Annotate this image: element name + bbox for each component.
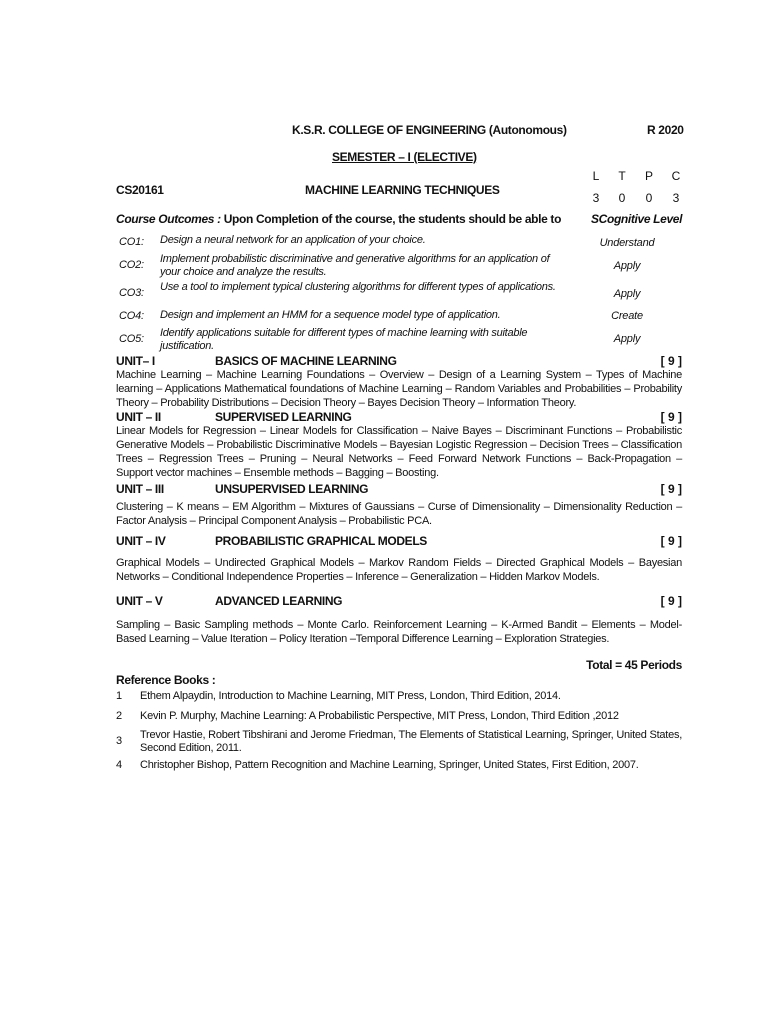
ltpc-value-l: 3 — [592, 191, 600, 205]
reference-item: Ethem Alpaydin, Introduction to Machine Learning, MIT Press, London, Third Edition, 2014. — [140, 690, 561, 702]
course-outcomes-intro — [116, 212, 561, 226]
reference-number: 3 — [116, 735, 123, 747]
outcome-code: CO1: — [119, 236, 144, 248]
ltpc-value-t: 0 — [618, 191, 626, 205]
total-periods: Total = 45 Periods — [586, 658, 682, 672]
outcome-code: CO5: — [119, 333, 144, 345]
reference-item: Trevor Hastie, Robert Tibshirani and Jerome Friedman, The Elements of Statistical Learning, Springer, United States, Second Edition, 2011. — [140, 729, 682, 754]
reference-books-heading: Reference Books : — [116, 673, 216, 687]
cognitive-level-heading: SCognitive Level — [591, 212, 683, 226]
outcome-level: Create — [611, 310, 643, 322]
unit-title: ADVANCED LEARNING — [215, 594, 343, 608]
unit-number: UNIT– I — [116, 354, 155, 368]
course-code: CS20161 — [116, 183, 164, 197]
reference-number: 4 — [116, 759, 123, 771]
unit-hours: [ 9 ] — [660, 594, 682, 608]
course-outcomes-intro-text: Upon Completion of the course, the students should be able to — [220, 212, 562, 226]
reference-item: Kevin P. Murphy, Machine Learning: A Probabilistic Perspective, MIT Press, London, Third Edition ,2012 — [140, 710, 619, 722]
outcome-description: Use a tool to implement typical clustering algorithms for different types of applications. — [160, 281, 556, 293]
ltpc-value-p: 0 — [645, 191, 653, 205]
unit-number: UNIT – IV — [116, 534, 166, 548]
unit-hours: [ 9 ] — [660, 482, 682, 496]
reference-number: 1 — [116, 690, 123, 702]
unit-title: BASICS OF MACHINE LEARNING — [215, 354, 397, 368]
course-outcomes-label: Course Outcomes : — [116, 212, 221, 226]
unit-title: PROBABILISTIC GRAPHICAL MODELS — [215, 534, 427, 548]
regulation-code: R 2020 — [647, 123, 684, 137]
unit-number: UNIT – II — [116, 410, 161, 424]
ltpc-value-c: 3 — [672, 191, 680, 205]
outcome-description: Implement probabilistic discriminative and generative algorithms for an application of your choice and analyze the results. — [160, 253, 550, 278]
unit-content: Sampling – Basic Sampling methods – Monte Carlo. Reinforcement Learning – K-Armed Bandit – Elements – Model-Based Learning – Value Iteration – Policy Iteration –Temporal Difference Learning – Exploration Strategies. — [116, 619, 682, 645]
ltpc-label-t: T — [618, 169, 626, 183]
unit-number: UNIT – III — [116, 482, 164, 496]
unit-content: Machine Learning – Machine Learning Foundations – Overview – Design of a Learning System – Types of Machine learning – Applications Mathematical foundations of Machine Learning – Random Variables and Probabilities – Probability Theory – Probability Distributions – Decision Theory – Bayes Decision Theory – Information Theory. — [116, 369, 682, 409]
outcome-description: Design and implement an HMM for a sequence model type of application. — [160, 309, 501, 321]
ltpc-label-p: P — [644, 169, 653, 183]
ltpc-label-c: C — [671, 169, 681, 183]
outcome-level: Apply — [613, 260, 641, 272]
outcome-code: CO2: — [119, 259, 144, 271]
outcome-code: CO4: — [119, 310, 144, 322]
unit-hours: [ 9 ] — [660, 410, 682, 424]
outcome-level: Apply — [613, 333, 641, 345]
reference-number: 2 — [116, 710, 123, 722]
ltpc-label-l: L — [592, 169, 600, 183]
reference-item: Christopher Bishop, Pattern Recognition and Machine Learning, Springer, United States, First Edition, 2007. — [140, 759, 639, 771]
unit-title: UNSUPERVISED LEARNING — [215, 482, 369, 496]
college-name: K.S.R. COLLEGE OF ENGINEERING (Autonomous) — [292, 123, 567, 137]
outcome-level: Apply — [613, 288, 641, 300]
outcome-level: Understand — [599, 237, 655, 249]
unit-hours: [ 9 ] — [660, 534, 682, 548]
outcome-description: Design a neural network for an application of your choice. — [160, 234, 426, 246]
unit-content: Clustering – K means – EM Algorithm – Mixtures of Gaussians – Curse of Dimensionality – Dimensionality Reduction – Factor Analysis – Principal Component Analysis – Probabilistic PCA. — [116, 501, 682, 527]
unit-hours: [ 9 ] — [660, 354, 682, 368]
outcome-description: Identify applications suitable for different types of machine learning with suitable justification. — [160, 327, 528, 352]
unit-title: SUPERVISED LEARNING — [215, 410, 352, 424]
semester-heading: SEMESTER – I (ELECTIVE) — [332, 150, 477, 164]
unit-content: Linear Models for Regression – Linear Models for Classification – Naive Bayes – Discriminant Functions – Probabilistic Generative Models – Probabilistic Discriminative Models – Bayesian Logistic Regression – Decision Trees – Classification Trees – Regression Trees – Pruning – Neural Networks – Feed Forward Network Functions – Back-Propagation – Support vector machines – Ensemble methods – Bagging – Boosting. — [116, 425, 682, 479]
outcome-code: CO3: — [119, 287, 144, 299]
unit-content: Graphical Models – Undirected Graphical Models – Markov Random Fields – Directed Graphical Models – Bayesian Networks – Conditional Independence Properties – Inference – Generalization – Hidden Markov Models. — [116, 557, 682, 583]
unit-number: UNIT – V — [116, 594, 163, 608]
course-title: MACHINE LEARNING TECHNIQUES — [305, 183, 500, 197]
